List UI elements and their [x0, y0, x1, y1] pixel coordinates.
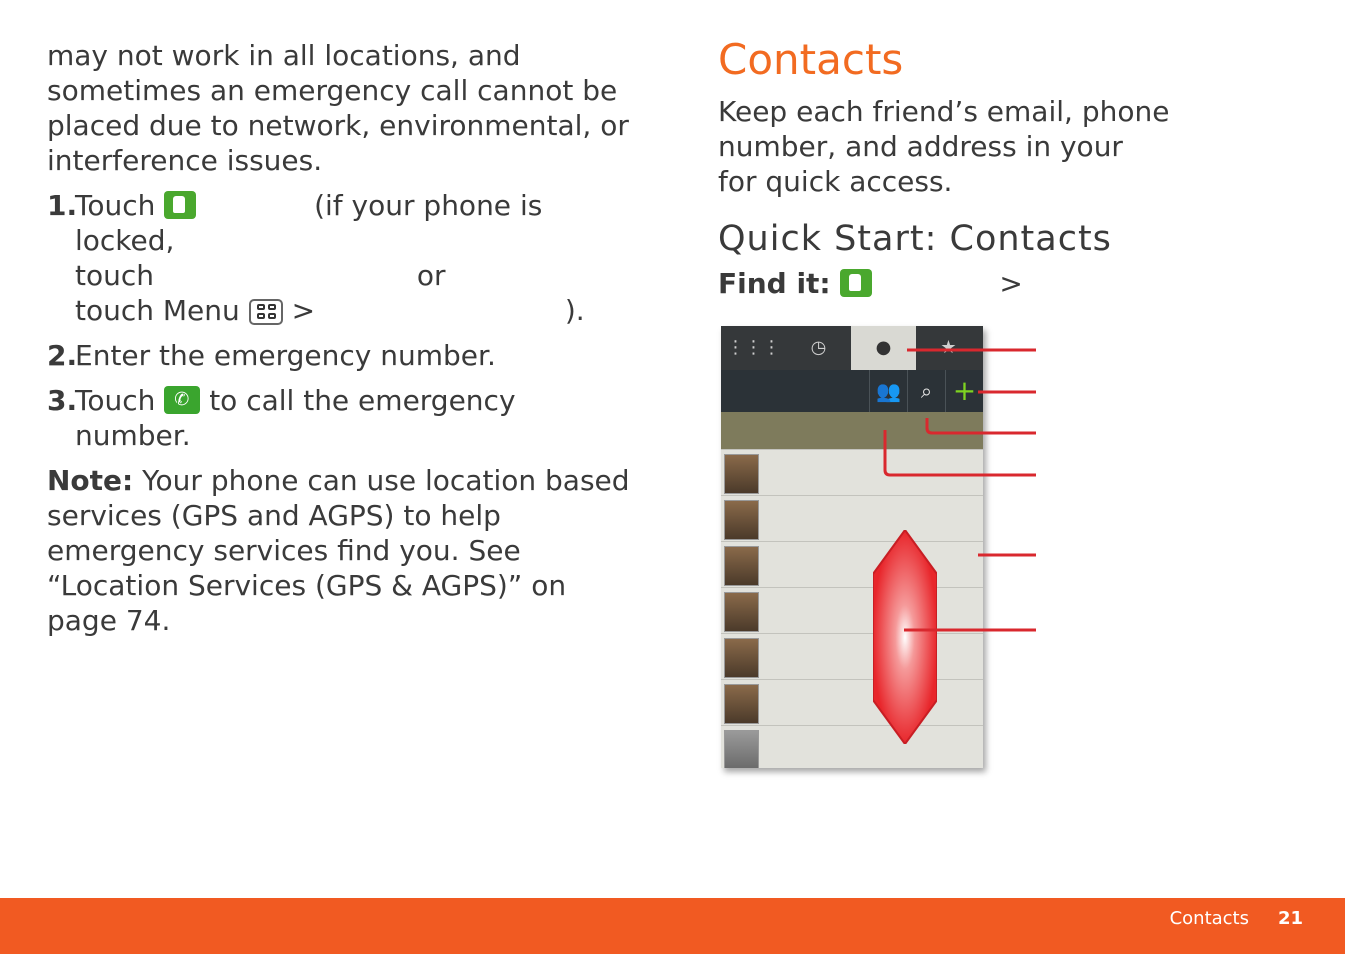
- step-text: Touch: [75, 189, 156, 222]
- call-key-icon: ✆: [164, 386, 200, 414]
- page-number: 21: [1277, 908, 1303, 929]
- note-paragraph: [47, 463, 637, 638]
- step-3: [47, 383, 637, 453]
- step-text: or: [416, 259, 446, 292]
- find-it-separator: >: [999, 267, 1023, 300]
- left-column: [47, 38, 637, 648]
- note-text: Your phone can use location based services (GPS and AGPS) to help emergency services find you. See “Location Services (GPS & AGPS)” on page 74.: [47, 464, 630, 637]
- step-text: (if your phone is locked,: [75, 189, 543, 257]
- contact-photo: [724, 730, 759, 768]
- step-2: [47, 338, 637, 373]
- list-item[interactable]: [721, 679, 983, 726]
- search-icon[interactable]: ⌕: [907, 370, 945, 412]
- list-item[interactable]: [721, 633, 983, 680]
- dialer-tab-icon[interactable]: ⋮⋮⋮: [726, 337, 781, 358]
- groups-icon[interactable]: 👥: [869, 370, 907, 412]
- phone-app-icon: [164, 191, 196, 219]
- favorites-tab-icon[interactable]: ★: [940, 337, 957, 358]
- step-number: 2.: [47, 339, 78, 372]
- callout-lines: [880, 340, 1040, 640]
- callout-line: [885, 430, 1036, 475]
- step-text: touch: [75, 259, 154, 292]
- right-column: [718, 34, 1288, 301]
- intro-text: for quick access.: [718, 165, 953, 198]
- recent-tab-icon[interactable]: ◷: [810, 337, 827, 358]
- intro-text: Keep each friend’s email, phone number, and address in your: [718, 95, 1170, 163]
- contact-photo: [724, 684, 759, 724]
- contact-photo: [724, 546, 759, 586]
- step-text: touch Menu: [75, 294, 240, 327]
- step-text: ).: [564, 294, 585, 327]
- step-text: >: [291, 294, 316, 327]
- add-contact-icon[interactable]: +: [945, 370, 983, 412]
- callout-line: [927, 418, 1036, 433]
- step-text: Enter the emergency number.: [75, 339, 496, 372]
- step-number: 3.: [47, 384, 78, 417]
- step-text: Touch: [75, 384, 156, 417]
- contacts-intro: [718, 94, 1288, 199]
- list-item[interactable]: [721, 725, 983, 768]
- note-label: Note:: [47, 464, 134, 497]
- step-number: 1.: [47, 189, 78, 222]
- contacts-app-icon: [840, 269, 872, 297]
- footer-section: Contacts: [1169, 908, 1249, 929]
- page-title: Contacts: [718, 35, 904, 84]
- contacts-tab-icon[interactable]: ●: [851, 326, 916, 370]
- step-text: to call the emergency number.: [75, 384, 516, 452]
- find-it-label: Find it:: [718, 267, 831, 300]
- contact-photo: [724, 638, 759, 678]
- quick-start-heading: Quick Start: Contacts: [718, 219, 1112, 259]
- contact-photo: [724, 592, 759, 632]
- footer-bar: [0, 898, 1345, 954]
- step-1: [47, 188, 637, 328]
- menu-key-icon: [249, 299, 283, 325]
- find-it-line: [718, 267, 1288, 301]
- contact-photo: [724, 500, 759, 540]
- intro-paragraph: may not work in all locations, and sometimes an emergency call cannot be placed due to network, environmental, or interference issues.: [47, 39, 629, 177]
- contact-photo: [724, 454, 759, 494]
